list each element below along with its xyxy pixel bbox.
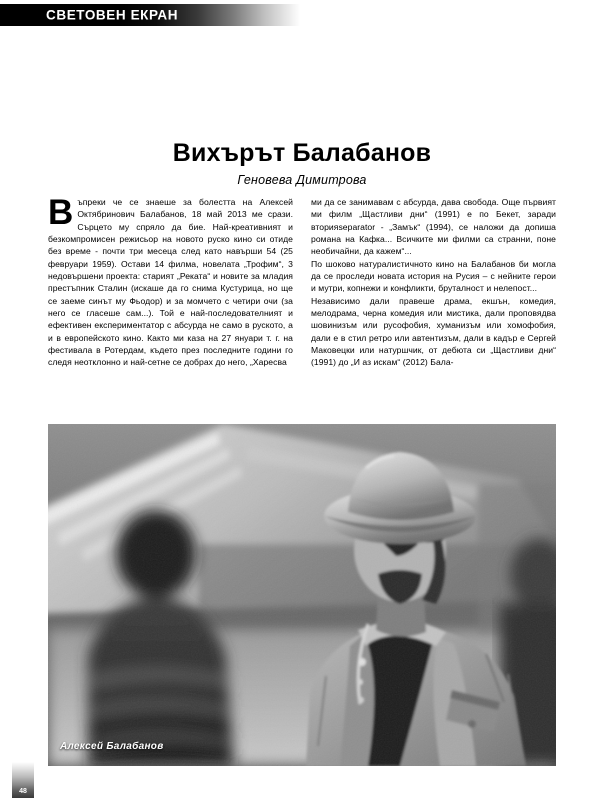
article-photo — [48, 424, 556, 766]
photo-caption: Алексей Балабанов — [60, 741, 164, 752]
left-column-text: ъпреки че се знаеше за болестта на Алексей Октябринович Балабанов, 18 май 2013 ме срази. Сърцето му спряло да бие. Най-креативният и безкомпромисен режисьор на новото руско кино си отиде без време - почти три месеца след като навърши 54 (25 февруари 1959). Остави 14 филма, новелата „Трофим“, 3 недовършени проекта: старият „Реката“ и новите за младия престъпник Сталин (искаше да го снима Кустурица, но ще се заеме синът му Фьодор) и за момчето с четири очи (за него се гласеше сам...). Той е най-последователният и ефективен експериментатор с абсурда не само в руското, а и в европейското кино. Както ми каза на 27 януари т. г. на фестивала в Ротердам, където през последните години го следя неотклонно и най-сетне се добрах до него, „Харесва — [48, 197, 293, 368]
right-column-paragraph-3: Независимо дали правеше драма, екшън, комедия, мелодрама, черна комедия или мистика, дали проповядва шовинизъм или русофобия, хуманизъм или хомофобия, дали е в стил ретро или автентизъм, дали в кадър е Сергей Маковецки или натуршчик, от дебюта си „Щастливи дни“ (1991) до „И аз искам“ (2012) Бала- — [311, 295, 556, 368]
section-header-bar — [0, 4, 300, 26]
left-column-paragraph — [48, 193, 293, 369]
page-number-tab — [12, 762, 34, 798]
title-block — [48, 140, 556, 187]
article-byline: Геновева Димитрова — [237, 172, 367, 187]
page-number: 48 — [19, 788, 27, 795]
right-column-paragraph-1: ми да се занимавам с абсурда, дава свобода. Още първият ми филм „Щастливи дни“ (1991) е по Бекет, заради вторияseparator - „Замък“ (1994), се наложи да допиша романа на Кафка... Всичките ми филми са странни, поне необичайни, да кажем“... — [311, 197, 556, 257]
left-column — [48, 193, 293, 369]
photo-illustration — [48, 424, 556, 766]
right-column — [311, 196, 556, 369]
article-title: Вихърът Балабанов — [172, 139, 432, 167]
right-column-paragraph-2: По шоково натуралистичното кино на Балабанов би могла да се проследи новата история на Русия – с нейните герои и мутри, копнежи и конфликти, бруталност и нелепост... — [311, 258, 556, 294]
section-header-label: СВЕТОВЕН ЕКРАН — [46, 7, 179, 23]
drop-cap: В — [48, 193, 74, 232]
article-body — [48, 193, 556, 369]
